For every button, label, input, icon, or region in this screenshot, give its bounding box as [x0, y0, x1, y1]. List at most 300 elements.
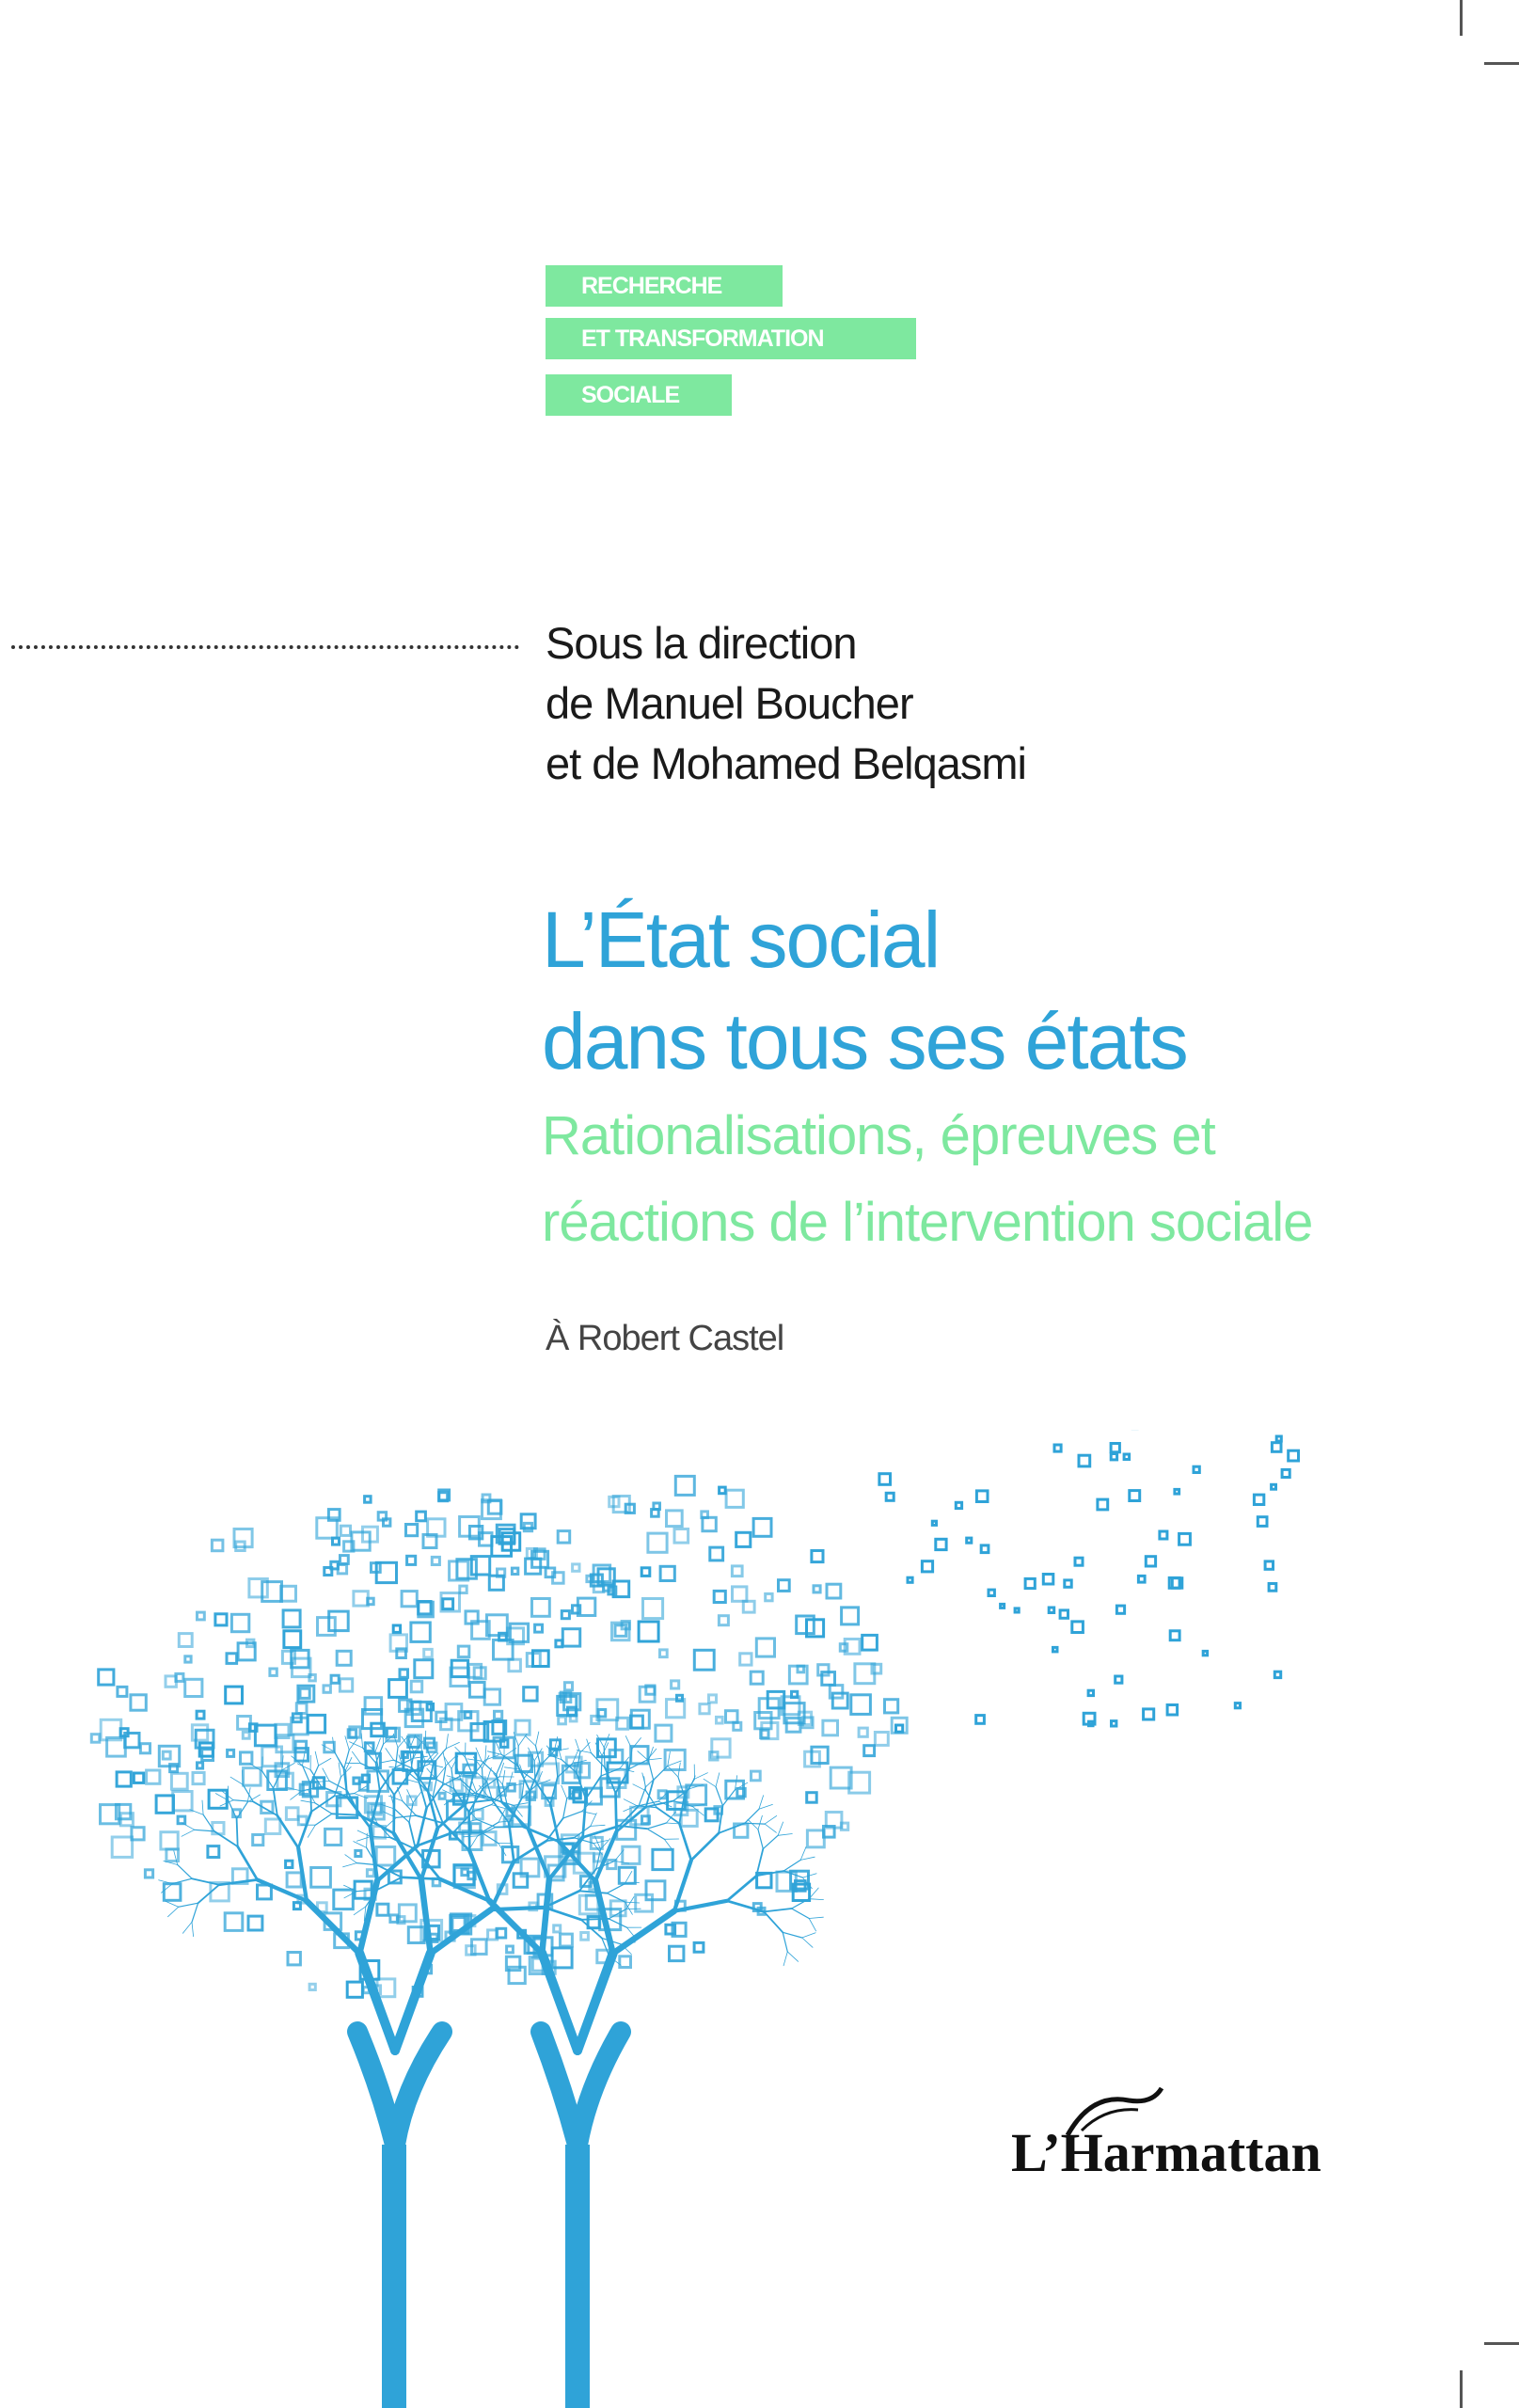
illustration-square: [733, 1587, 747, 1601]
tree-branch: [485, 1746, 486, 1760]
illustration-square: [213, 1823, 224, 1834]
illustration-square: [145, 1870, 152, 1877]
illustration-square: [660, 1566, 674, 1580]
illustration-square: [535, 1624, 543, 1632]
illustration-square: [1111, 1444, 1119, 1452]
illustration-square: [694, 1650, 714, 1670]
illustration-square: [156, 1796, 173, 1813]
illustration-square: [1282, 1469, 1290, 1477]
tree-branch: [482, 1761, 497, 1775]
illustration-square: [465, 1712, 471, 1719]
illustration-square: [226, 1687, 243, 1703]
illustration-square: [818, 1665, 829, 1675]
illustration-square: [546, 1568, 555, 1577]
illustration-square: [1235, 1703, 1240, 1708]
illustration-square: [1130, 1491, 1140, 1501]
dedication: À Robert Castel: [546, 1319, 784, 1358]
tree-branch: [168, 1907, 179, 1916]
illustration-square: [334, 1890, 354, 1909]
tree-branch: [319, 1758, 331, 1766]
illustration-square: [807, 1793, 817, 1803]
illustration-square: [424, 1649, 433, 1657]
illustration-square: [197, 1711, 204, 1719]
illustration-square: [1272, 1443, 1281, 1452]
illustration-square: [579, 1895, 598, 1914]
illustration-square: [270, 1669, 277, 1675]
illustration-square: [456, 1753, 476, 1773]
illustration-square: [367, 1870, 373, 1877]
illustration-square: [377, 1904, 388, 1915]
tree-branch: [626, 1897, 634, 1909]
illustration-square: [397, 1649, 406, 1658]
tree-branch: [716, 1787, 722, 1806]
illustration-square: [117, 1772, 131, 1786]
tree-branch: [802, 1938, 813, 1947]
illustration-square: [393, 1625, 400, 1632]
illustration-square: [286, 1861, 293, 1867]
illustration-square: [631, 1710, 649, 1728]
tree-branch: [349, 1738, 357, 1750]
illustration-square: [329, 1611, 349, 1631]
tree-branch: [396, 1815, 416, 1817]
tree-branch: [298, 1848, 307, 1901]
tree-branch: [386, 1749, 394, 1761]
illustration-square: [347, 1982, 362, 1997]
illustration-square: [573, 1792, 579, 1798]
illustration-square: [406, 1525, 418, 1536]
title-line-2: dans tous ses états: [542, 997, 1187, 1085]
illustration-square: [660, 1650, 668, 1657]
illustration-square: [1167, 1705, 1178, 1716]
tree-branch: [783, 1932, 787, 1952]
illustration-square: [1065, 1580, 1071, 1587]
tree-branch: [403, 1801, 417, 1816]
illustration-square: [512, 1568, 517, 1574]
illustration-square: [185, 1679, 202, 1696]
tree-branch: [446, 1735, 448, 1749]
illustration-square: [331, 1675, 339, 1683]
illustration-square: [1144, 1709, 1154, 1719]
illustration-square: [700, 1704, 709, 1714]
illustration-square: [1175, 1489, 1179, 1494]
illustration-square: [756, 1639, 774, 1656]
tree-branch: [759, 1796, 764, 1810]
illustration-square: [498, 1569, 505, 1576]
illustration-square: [458, 1646, 469, 1657]
illustration-square: [1054, 1445, 1061, 1451]
tree-branch: [536, 1732, 539, 1746]
illustration-square: [672, 1681, 679, 1688]
illustration-square: [415, 1660, 433, 1678]
illustration-square: [558, 1531, 570, 1544]
illustration-square: [532, 1599, 550, 1617]
tree-branch: [357, 1830, 371, 1837]
illustration-square: [568, 1707, 577, 1716]
illustration-square: [318, 1618, 336, 1636]
illustration-square: [1053, 1647, 1058, 1652]
tree-branch: [778, 1834, 792, 1836]
illustration-square: [981, 1545, 989, 1553]
tree-branch: [308, 1825, 315, 1837]
illustration-square: [761, 1730, 768, 1737]
illustration-square: [378, 1513, 386, 1520]
illustration-square: [702, 1512, 708, 1518]
tree-branch: [409, 1822, 416, 1849]
tree-branch: [765, 1824, 776, 1832]
illustration-square: [340, 1679, 352, 1691]
illustration-square: [311, 1868, 331, 1888]
tree-branch: [529, 1791, 530, 1830]
illustration-square: [623, 1846, 640, 1863]
illustration-square: [91, 1735, 100, 1743]
illustration-square: [376, 1847, 395, 1866]
tree-branch: [214, 1831, 238, 1846]
tree-branch: [719, 1823, 745, 1833]
tree-branch: [525, 1735, 535, 1746]
illustration-square: [198, 1763, 203, 1768]
tree-branch: [695, 1773, 708, 1780]
illustration-square: [295, 1741, 307, 1752]
tree-branch: [809, 1919, 815, 1931]
subtitle-line-1: Rationalisations, épreuves et: [542, 1105, 1215, 1166]
tree-branch: [763, 1835, 778, 1848]
illustration-square: [255, 1725, 276, 1746]
tree-branch: [534, 1749, 542, 1761]
illustration-square: [515, 1720, 530, 1735]
illustration-square: [417, 1512, 426, 1521]
illustration-square: [642, 1816, 650, 1824]
illustration-square: [185, 1656, 191, 1662]
tree-branch: [502, 1770, 504, 1784]
illustration-square: [298, 1816, 307, 1825]
series-tag-et-transformation: ET TRANSFORMATION: [546, 318, 916, 359]
illustration-square: [1203, 1651, 1207, 1655]
tree-branch: [192, 1922, 194, 1936]
illustration-square: [225, 1913, 243, 1931]
illustration-square: [309, 1984, 315, 1989]
illustration-square: [619, 1867, 635, 1883]
illustration-square: [922, 1561, 932, 1572]
tree-branch: [496, 1827, 524, 1828]
tree-branch: [166, 1901, 179, 1907]
illustration-square: [1269, 1584, 1276, 1592]
tree-branch: [563, 1798, 567, 1818]
illustration-square: [324, 1568, 332, 1576]
illustration-square: [170, 1765, 178, 1772]
illustration-square: [134, 1773, 143, 1782]
tree-branch: [577, 1751, 591, 1753]
illustration-square: [654, 1503, 660, 1510]
illustration-square: [389, 1680, 407, 1698]
tree-branch: [783, 1860, 800, 1871]
tree-branch: [192, 1903, 198, 1922]
illustration-square: [1160, 1531, 1167, 1539]
illustration-square: [309, 1675, 315, 1681]
illustration-square: [1088, 1690, 1093, 1695]
illustration-square: [665, 1750, 685, 1769]
tree-branch: [550, 1804, 559, 1842]
tree-branch: [352, 1751, 360, 1763]
illustration-square: [227, 1654, 237, 1664]
illustration-square: [1138, 1576, 1145, 1582]
tree-branch: [691, 1833, 719, 1861]
illustration-square: [646, 1881, 665, 1900]
illustration-square: [407, 1556, 416, 1564]
dotted-rule: [11, 645, 519, 649]
illustration-square: [646, 1686, 655, 1694]
illustration-square: [720, 1487, 726, 1494]
illustration-square: [832, 1693, 847, 1708]
illustration-square: [896, 1725, 903, 1732]
illustration-square: [293, 1903, 300, 1909]
illustration-square: [714, 1591, 725, 1602]
tree-branch: [787, 1952, 798, 1961]
illustration-square: [1124, 1454, 1130, 1460]
tree-branch: [647, 1829, 664, 1839]
illustration-square: [147, 1770, 160, 1783]
illustration-square: [365, 1743, 373, 1751]
illustration-square: [411, 1681, 422, 1692]
crop-mark-bottom-right-vertical: [1460, 2370, 1463, 2408]
tree-branch: [339, 1763, 340, 1777]
tree-branch: [800, 1857, 815, 1860]
illustration-square: [283, 1610, 300, 1627]
publisher-logo: L’Harmattan: [1011, 2122, 1321, 2183]
illustration-square: [675, 1476, 694, 1495]
illustration-square: [1116, 1676, 1122, 1683]
tree-branch: [178, 1865, 192, 1879]
tree-branch: [315, 1751, 318, 1766]
tree-branch: [607, 1884, 625, 1893]
illustration-square: [554, 1925, 561, 1932]
illustration-square: [667, 1511, 683, 1527]
illustration-square: [1170, 1631, 1179, 1640]
illustration-square: [1043, 1575, 1053, 1585]
illustration-square: [653, 1849, 672, 1869]
illustration-square: [400, 1670, 408, 1678]
tree-branch: [649, 1761, 654, 1781]
tree-branch: [514, 1803, 528, 1806]
illustration-square: [743, 1601, 754, 1612]
tree-branch: [765, 1815, 777, 1824]
tree-branch: [802, 1933, 815, 1938]
illustration-square: [755, 1713, 771, 1729]
illustration-square: [258, 1885, 272, 1899]
tree-branch: [625, 1902, 640, 1903]
illustration-square: [709, 1695, 717, 1703]
illustration-square: [179, 1634, 192, 1647]
illustration-square: [300, 1688, 309, 1698]
tree-branch: [375, 1738, 380, 1751]
tree-branch: [745, 1809, 759, 1823]
illustration-square: [989, 1590, 994, 1595]
illustration-square: [163, 1751, 170, 1759]
illustration-square: [1015, 1608, 1019, 1612]
illustration-square: [827, 1584, 841, 1598]
crop-mark-top-right-horizontal: [1484, 62, 1519, 65]
illustration-square: [703, 1517, 716, 1530]
illustration-square: [507, 1946, 514, 1953]
illustration-square: [208, 1846, 219, 1858]
tree-branch: [534, 1761, 535, 1781]
illustration-square: [807, 1830, 824, 1847]
illustration-square: [411, 1623, 430, 1641]
illustration-square: [885, 1700, 898, 1713]
illustration-square: [1112, 1721, 1116, 1726]
tree-branch: [783, 1952, 787, 1966]
editors-line-2: de Manuel Boucher: [546, 678, 913, 728]
illustration-square: [908, 1577, 912, 1582]
tree-branch: [359, 1881, 377, 1954]
illustration-square: [717, 1717, 723, 1723]
illustration-square: [1272, 1484, 1276, 1489]
two-trees-of-squares-icon: [0, 1430, 1411, 2408]
illustration-square: [164, 1884, 181, 1901]
subtitle-line-2: réactions de l’intervention sociale: [542, 1192, 1313, 1253]
illustration-square: [656, 1725, 672, 1741]
illustration-square: [561, 1934, 573, 1946]
illustration-square: [356, 1850, 361, 1856]
series-tag-sociale: SOCIALE: [546, 374, 732, 416]
illustration-square: [564, 1683, 572, 1690]
tree-branch: [182, 1922, 192, 1933]
tree-branch: [182, 1830, 195, 1836]
illustration-square: [202, 1750, 214, 1761]
tree-branch: [343, 1863, 357, 1867]
illustration-square: [674, 1529, 688, 1544]
tree-branch: [354, 1842, 367, 1848]
illustration-square: [399, 1905, 416, 1922]
tree-branch: [601, 1756, 602, 1776]
tree-branch: [759, 1804, 773, 1809]
illustration-square: [639, 1622, 658, 1641]
tree-branch: [758, 1830, 763, 1849]
illustration-square: [851, 1695, 871, 1715]
tree-branch: [190, 1810, 203, 1815]
illustration-square: [231, 1614, 248, 1631]
illustration-square: [348, 1730, 356, 1737]
tree-branch: [579, 1891, 607, 1893]
illustration-square: [1072, 1622, 1084, 1633]
illustration-square: [338, 1565, 346, 1574]
illustration-square: [562, 1629, 579, 1646]
illustration-square: [864, 1746, 875, 1756]
illustration-square: [726, 1490, 743, 1507]
tree-branch: [764, 1911, 783, 1932]
illustration-square: [340, 1556, 349, 1564]
illustration-square: [265, 1819, 280, 1834]
illustration-square: [198, 1612, 205, 1620]
tree-branch: [583, 1798, 586, 1837]
tree-branch: [748, 1819, 758, 1830]
illustration-square: [1179, 1533, 1191, 1545]
tree-branch: [668, 1751, 671, 1766]
illustration-square: [879, 1474, 891, 1485]
tree-branch: [469, 1813, 470, 1851]
tree-branch: [758, 1815, 762, 1830]
illustration-square: [710, 1547, 723, 1560]
tree-branch: [609, 1919, 626, 1927]
illustration-square: [215, 1614, 227, 1625]
illustration-square: [842, 1608, 859, 1624]
illustration-square: [469, 1683, 484, 1698]
illustration-square: [324, 1686, 330, 1692]
illustration-square: [562, 1611, 569, 1619]
illustration-square: [308, 1715, 325, 1733]
illustration-square: [812, 1551, 823, 1562]
tree-branch: [727, 1876, 756, 1901]
illustration-square: [736, 1532, 751, 1546]
illustration-square: [286, 1808, 298, 1820]
tree-branch: [182, 1823, 194, 1830]
illustration-square: [354, 1592, 368, 1606]
illustration-square: [243, 1732, 249, 1738]
tree-branch: [800, 1846, 806, 1860]
illustration-square: [581, 1933, 589, 1941]
illustration-square: [1116, 1606, 1124, 1613]
crop-mark-bottom-right-horizontal: [1484, 2342, 1519, 2345]
tree-branch: [418, 1808, 427, 1846]
tree-branch: [764, 1909, 791, 1911]
tree-branch: [654, 1766, 668, 1780]
illustration-square: [1265, 1561, 1273, 1569]
tree-branch: [396, 1748, 399, 1767]
illustration-square: [524, 1687, 537, 1701]
illustration-square: [556, 1640, 562, 1647]
tree-branch: [301, 1800, 315, 1803]
illustration-square: [648, 1533, 667, 1552]
illustration-square: [967, 1538, 972, 1543]
tree-branch: [329, 1781, 347, 1790]
illustration-square: [248, 1916, 262, 1930]
illustration-square: [365, 1698, 382, 1715]
illustration-square: [1049, 1608, 1054, 1613]
illustration-square: [499, 1633, 507, 1640]
illustration-square: [779, 1580, 790, 1592]
tree-branch: [616, 1793, 617, 1831]
tree-branch: [395, 1954, 431, 2051]
illustration-square: [823, 1720, 838, 1735]
editors-line-3: et de Mohamed Belqasmi: [546, 738, 1026, 788]
illustration-square: [253, 1835, 263, 1846]
illustration-square: [337, 1651, 351, 1665]
illustration-square: [171, 1773, 187, 1789]
tree-branch: [463, 1836, 477, 1837]
illustration-square: [495, 1711, 502, 1719]
illustration-square: [1079, 1455, 1090, 1466]
illustration-square: [753, 1518, 771, 1536]
illustration-square: [439, 1793, 445, 1798]
tree-branch: [179, 1903, 198, 1907]
tree-branch: [416, 1815, 443, 1823]
tree-branch: [344, 1750, 350, 1769]
tree-branch: [624, 1799, 637, 1806]
tree-branch: [668, 1761, 681, 1766]
illustration-square: [712, 1739, 730, 1757]
illustration-square: [1276, 1436, 1281, 1441]
tree-branch: [679, 1824, 691, 1861]
illustration-square: [402, 1592, 417, 1607]
tree-branch: [809, 1899, 823, 1900]
tree-branch: [311, 1796, 335, 1812]
illustration-square: [766, 1593, 772, 1600]
illustration-square: [296, 1703, 307, 1714]
title-line-1: L’État social: [542, 895, 940, 984]
tree-branch: [669, 1766, 679, 1777]
tree-branch: [625, 1871, 632, 1883]
illustration-square: [814, 1586, 820, 1592]
tree-branch: [446, 1756, 456, 1766]
